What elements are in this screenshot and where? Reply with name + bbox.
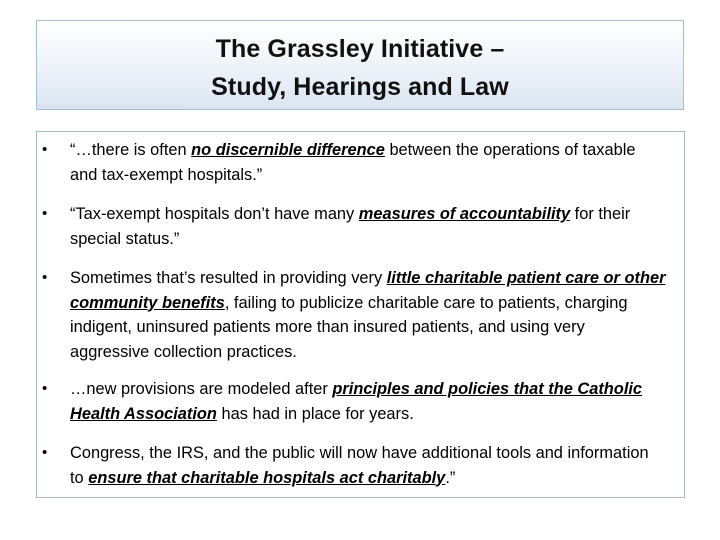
title-line-2: Study, Hearings and Law xyxy=(211,73,509,101)
bullet-text xyxy=(70,202,666,251)
bullet-text-after: has had in place for years. xyxy=(216,404,414,423)
bullet-dot: • xyxy=(42,141,48,158)
bullet-dot: • xyxy=(42,444,48,461)
bullet-emphasis: measures of accountability xyxy=(358,205,571,223)
bullet-emphasis: ensure that charitable hospitals act charitably xyxy=(88,468,446,487)
slide-title xyxy=(120,30,600,106)
title-line-1: The Grassley Initiative – xyxy=(215,35,505,63)
bullet-emphasis: principles and policies that the Catholic Health Association xyxy=(70,380,643,423)
bullet-text-before: Congress, the IRS, and the public will now have additional tools and information to xyxy=(70,444,649,487)
bullet-text-after: between the operations of taxable and tax-exempt hospitals.” xyxy=(70,141,636,184)
bullet-text-before: Sometimes that’s resulted in providing very xyxy=(70,269,387,287)
bullet-text xyxy=(70,138,666,187)
bullet-dot: • xyxy=(42,269,48,286)
bullet-text-after: for their special status.” xyxy=(70,205,631,248)
bullet-text-after: , failing to publicize charitable care to patients, charging indigent, uninsured patients more than insured patients, and using very aggressive collection practices. xyxy=(70,293,628,361)
bullet-text-before: …new provisions are modeled after xyxy=(70,380,333,398)
bullet-dot: • xyxy=(42,380,48,397)
bullet-text xyxy=(70,266,666,364)
bullet-text xyxy=(70,441,666,490)
content-box xyxy=(36,131,685,498)
bullet-text-before: “Tax-exempt hospitals don’t have many xyxy=(70,205,359,223)
bullet-text-before: “…there is often xyxy=(70,141,192,159)
bullet-emphasis: no discernible difference xyxy=(191,141,385,159)
bullet-dot: • xyxy=(42,205,48,222)
bullet-emphasis: little charitable patient care or other community benefits xyxy=(70,269,666,312)
title-underline xyxy=(36,106,184,107)
bullet-text-after: .” xyxy=(445,468,456,487)
bullet-text xyxy=(70,377,666,426)
